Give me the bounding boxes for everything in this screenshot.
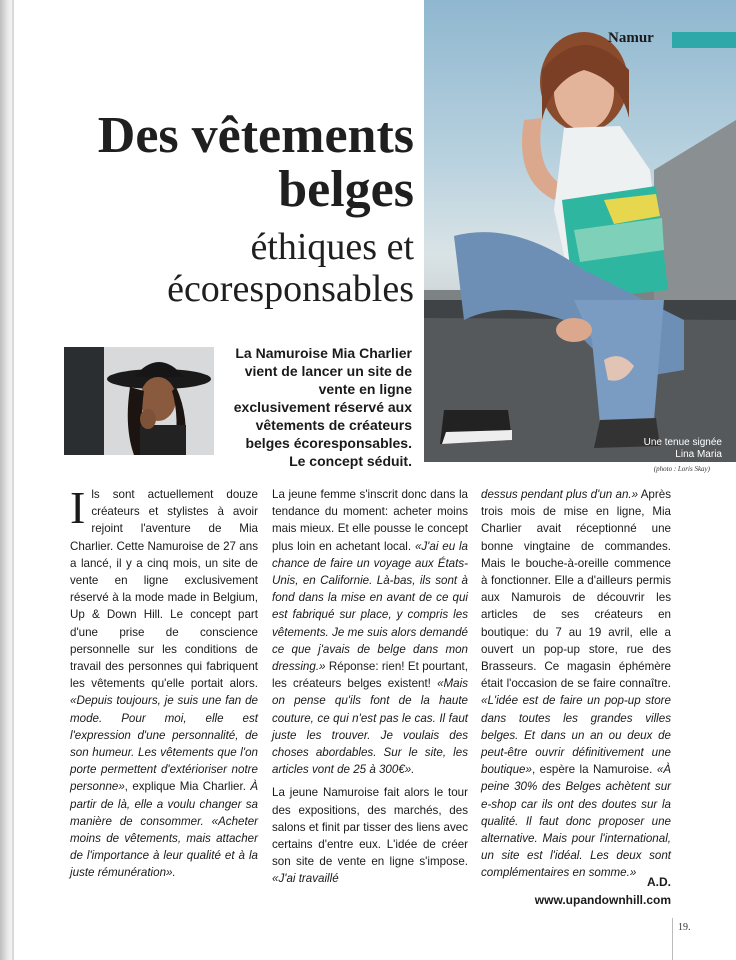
section-tag <box>600 30 736 50</box>
col1-attribution: , explique Mia Charlier. <box>124 780 246 794</box>
col3-attribution: , espère la Namuroise. <box>531 763 653 777</box>
col3-text1: Après trois mois de mise en ligne, Mia Charlier avait réceptionné une bonne vingtaine de commandes. Mais le bouche-à-oreille commence à fonctionner. Elle a d'ailleurs permis aux Namurois de découvrir les articles de ses créateurs en boutique: du 7 au 19 avril, elle a ouvert un pop-up store, rue des Brasseurs. Ce magasin éphémère était l'occasion de se faire connaître. <box>481 488 671 691</box>
col2-quote3: «J'ai travaillé <box>272 872 339 886</box>
photo-credit: (photo : Loris Skay) <box>653 465 710 473</box>
article-column-1 <box>70 482 258 888</box>
section-color-bar <box>672 32 736 48</box>
inset-portrait-illustration <box>64 347 214 455</box>
headline-line2: belges <box>278 161 414 218</box>
article-signature <box>481 873 671 909</box>
hero-photo <box>424 0 736 462</box>
article-column-2 <box>272 486 468 894</box>
page-binding-shadow <box>0 0 12 960</box>
headline-line1: Des vêtements <box>97 107 414 164</box>
col2-text1: La jeune femme s'inscrit donc dans la tendance du moment: acheter moins mais mieux. Et elle pousse le concept plus loin en achetant local. <box>272 488 468 553</box>
subtitle-line2: écoresponsables <box>167 268 414 310</box>
photo-caption <box>612 437 722 461</box>
col2-quote1: «J'ai eu la chance de faire un voyage aux États-Unis, en Californie. Là-bas, ils sont à fond dans la mise en avant de ce qui est fabriqué sur place, y compris les vêtements. Je me suis alors demandé ce que j'avais de belge dans mon dressing.» <box>272 539 469 674</box>
article-column-3 <box>481 486 671 888</box>
page-number-rule <box>672 918 673 960</box>
col1-quote2: À partir de là, elle a voulu changer sa manière de consommer. «Acheter moins de vêtements, mais attacher de l'importance à leur qualité et à la juste rémunération». <box>70 780 258 880</box>
col2-quote2: «Mais on pense qu'ils font de la haute couture, ce qui n'est pas le cas. Il faut juste les trouver. Je voulais des choses abordables. Sur le site, les articles vont de 25 à 300€». <box>272 677 468 777</box>
photo-caption-line2: Lina Maria <box>675 449 722 460</box>
col1-text: ls sont actuellement douze créateurs et stylistes à avoir rejoint l'aventure de Mia Charlier. Cette Namuroise de 27 ans a lancé, il y a cinq mois, un site de vente en ligne exclusivement réservé à la mode made in Belgium, Up & Down Hill. Le concept part d'une prise de conscience personnelle sur les conditions de travail des personnes qui fabriquent les vêtements qu'elle portait alors. <box>70 488 258 691</box>
subtitle-line1: éthiques et <box>250 226 414 268</box>
author-initials: A.D. <box>647 875 671 889</box>
inset-portrait-photo <box>64 347 214 455</box>
col3-quote1: «L'idée est de faire un pop-up store dans toutes les grandes villes belges. Et dans un an ou deux de peut-être ouvrir définitivement une boutique» <box>481 694 671 777</box>
photo-caption-line1: Une tenue signée <box>643 437 722 448</box>
col3-quote2: «À peine 30% des Belges achètent sur e-shop car ils ont des doutes sur la qualité. Il faut donc proposer une alternative. Mais pour l'international, un site est l'idéal. Les deux sont complémentaires en somme.» <box>481 763 671 880</box>
col2-text2: Réponse: rien! Et pourtant, les créateurs belges existent! <box>272 660 468 691</box>
col3-quote0: dessus pendant plus d'un an.» <box>481 488 639 501</box>
hero-photo-illustration <box>424 0 736 462</box>
article-lead: La Namuroise Mia Charlier vient de lancer un site de vente en ligne exclusivement réservé aux vêtements de créateurs belges écoresponsables. Le concept séduit. <box>233 345 412 469</box>
col1-quote1: «Depuis toujours, je suis une fan de mode. Pour moi, elle est l'expression d'une personnalité, de son humeur. Les vêtements que l'on porte permettent d'extérioriser notre personne» <box>70 694 258 794</box>
drop-cap: I <box>70 482 86 533</box>
section-label: Namur <box>608 30 654 46</box>
page-edge <box>12 0 14 960</box>
col2-text3: La jeune Namuroise fait alors le tour des expositions, des marchés, des salons et finit par tisser des liens avec certains d'entre eux. L'idée de créer son site de vente en ligne s'impose. <box>272 786 468 869</box>
website-url: www.upandownhill.com <box>534 893 671 907</box>
page-number: 19. <box>678 922 691 933</box>
